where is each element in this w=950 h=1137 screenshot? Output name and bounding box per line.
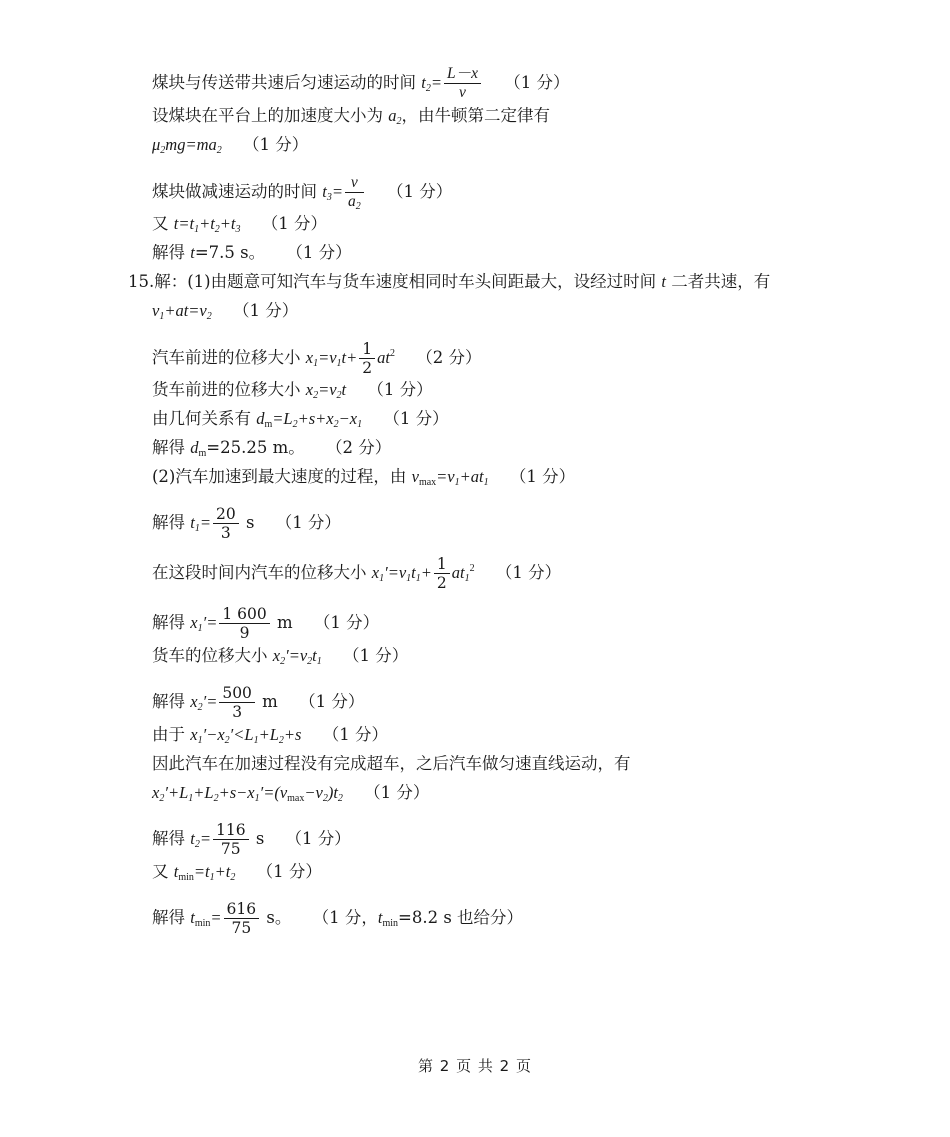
fraction: $\frac{1}{2}$ <box>359 340 375 377</box>
fraction: $\frac{L-x}{v}$ <box>444 65 481 102</box>
formula: $\mu_2mg=ma_2$ <box>152 135 222 156</box>
score: （1 分） <box>367 380 433 399</box>
formula: $t_2=$ <box>421 73 442 94</box>
formula: $x_2'+L_1+L_2+s-x_1'=(v_{max}-v_2)t_2$ <box>152 783 343 804</box>
line-t3: 煤块做减速运动的时间 $t_3=$ $\frac{v}{a_2}$ （1 分） <box>152 174 453 212</box>
fraction: $\frac{1}{2}$ <box>434 555 450 592</box>
line-result-dm: 解得 $d_m=25.25$ m。 （2 分） <box>152 438 392 459</box>
line-result-x1p: 解得 $x_1'=$ $\frac{1 600}{9}$ m （1 分） <box>152 605 380 642</box>
score: （1 分） <box>299 692 365 711</box>
line-truck-displacement-2: 货车的位移大小 $x_2'=v_2t_1$ （1 分） <box>152 646 409 667</box>
line-inequality: 由于 $x_1'-x_2'<L_1+L_2+s$ （1 分） <box>152 725 388 746</box>
formula: $x_2=v_2t$ <box>305 380 347 401</box>
formula: $x_2'=$ <box>190 692 218 713</box>
formula: $x_2'=v_2t_1$ <box>272 646 322 667</box>
score: （1 分） <box>383 409 449 428</box>
line-t2-uniform: 煤块与传送带共速后匀速运动的时间 $t_2=$ $\frac{L-x}{v}$ （1 分） <box>152 65 570 101</box>
score: （2 分） <box>326 438 392 457</box>
score: （1 分） <box>275 513 341 532</box>
line-tmin-sum: 又 $t_{min}=t_1+t_2$ （1 分） <box>152 862 322 883</box>
fraction: $\frac{1 600}{9}$ <box>219 605 269 642</box>
formula: $t_{min}=$ <box>190 908 222 929</box>
line-conclusion: 因此汽车在加速过程没有完成超车，之后汽车做匀速直线运动，有 <box>152 754 631 773</box>
line-common-speed <box>152 300 298 322</box>
formula: $x_1=v_1t+$ <box>305 348 358 369</box>
fraction: $\frac{20}{3}$ <box>213 505 239 542</box>
line-result-t2: 解得 $t_2=$ $\frac{116}{75}$ s （1 分） <box>152 821 351 858</box>
score: （1 分） <box>386 182 453 201</box>
score: （1 分） <box>322 725 388 744</box>
line-car-displacement-2: 在这段时间内汽车的位移大小 $x_1'=v_1t_1+$ $\frac{1}{2}$ $at_1^2$ （1 分） <box>152 555 562 592</box>
formula: $t_2=$ <box>190 829 211 850</box>
formula: $t=t_1+t_2+t_3$ <box>173 214 241 235</box>
line-newton <box>152 134 308 156</box>
line-part2-vmax: (2)汽车加速到最大速度的过程，由 $v_{max}=v_1+at_1$ （1 分） <box>152 467 576 488</box>
formula: $x_1'-x_2'<L_1+L_2+s$ <box>190 725 302 746</box>
score: （1 分） <box>343 646 409 665</box>
problem-15-heading: 15.解：(1)由题意可知汽车与货车速度相同时车头间距最大，设经过时间 t 二者共速，有 <box>128 272 771 291</box>
formula: $t_{min}=t_1+t_2$ <box>173 862 236 883</box>
score: （1 分） <box>364 783 430 802</box>
line-uniform-equation <box>152 782 429 804</box>
formula: $d_m=L_2+s+x_2-x_1$ <box>256 409 363 430</box>
line-result-x2p: 解得 $x_2'=$ $\frac{500}{3}$ m （1 分） <box>152 684 365 721</box>
line-truck-displacement: 货车前进的位移大小 $x_2=v_2t$ （1 分） <box>152 380 433 401</box>
score: （1 分） <box>256 862 322 881</box>
fraction: $\frac{116}{75}$ <box>213 821 249 858</box>
score: （1 分，$t_{min}=8.2$ s 也给分） <box>312 908 524 929</box>
score: （1 分） <box>261 214 327 233</box>
formula: $x_1'=v_1t_1+$ <box>371 563 432 584</box>
fraction: $\frac{616}{75}$ <box>224 900 260 937</box>
formula: $v_1+at=v_2$ <box>152 301 212 322</box>
line-car-displacement: 汽车前进的位移大小 $x_1=v_1t+$ $\frac{1}{2}$ $at^2$ （2 分） <box>152 340 482 377</box>
line-result-t: 解得 t=7.5 s。 （1 分） <box>152 243 352 262</box>
score: （2 分） <box>416 348 482 367</box>
line-total-t: 又 $t=t_1+t_2+t_3$ （1 分） <box>152 214 327 235</box>
line-result-t1: 解得 $t_1=$ $\frac{20}{3}$ s （1 分） <box>152 505 341 542</box>
formula: $t_3=$ <box>322 182 343 203</box>
score: （1 分） <box>509 467 576 486</box>
score: （1 分） <box>313 613 380 632</box>
score: （1 分） <box>233 301 299 320</box>
line-geometry: 由几何关系有 $d_m=L_2+s+x_2-x_1$ （1 分） <box>152 409 449 430</box>
line-result-tmin: 解得 $t_{min}=$ $\frac{616}{75}$ s。 （1 分，$t_{min}=8.2$ s 也给分） <box>152 900 524 937</box>
formula: $x_1'=$ <box>190 613 218 634</box>
score: （1 分） <box>286 243 352 262</box>
score: （1 分） <box>504 73 570 92</box>
page-footer: 第 2 页 共 2 页 <box>418 1057 532 1075</box>
score: （1 分） <box>285 829 351 848</box>
fraction: $\frac{500}{3}$ <box>219 684 255 721</box>
score: （1 分） <box>495 563 562 582</box>
score: （1 分） <box>243 135 309 154</box>
formula: $t_1=$ <box>190 513 211 534</box>
fraction: $\frac{v}{a_2}$ <box>345 174 364 211</box>
formula: $v_{max}=v_1+at_1$ <box>411 467 489 488</box>
problem-number: 15. <box>128 272 155 291</box>
line-accel-a2: 设煤块在平台上的加速度大小为 $a_2$，由牛顿第二定律有 <box>152 106 550 127</box>
